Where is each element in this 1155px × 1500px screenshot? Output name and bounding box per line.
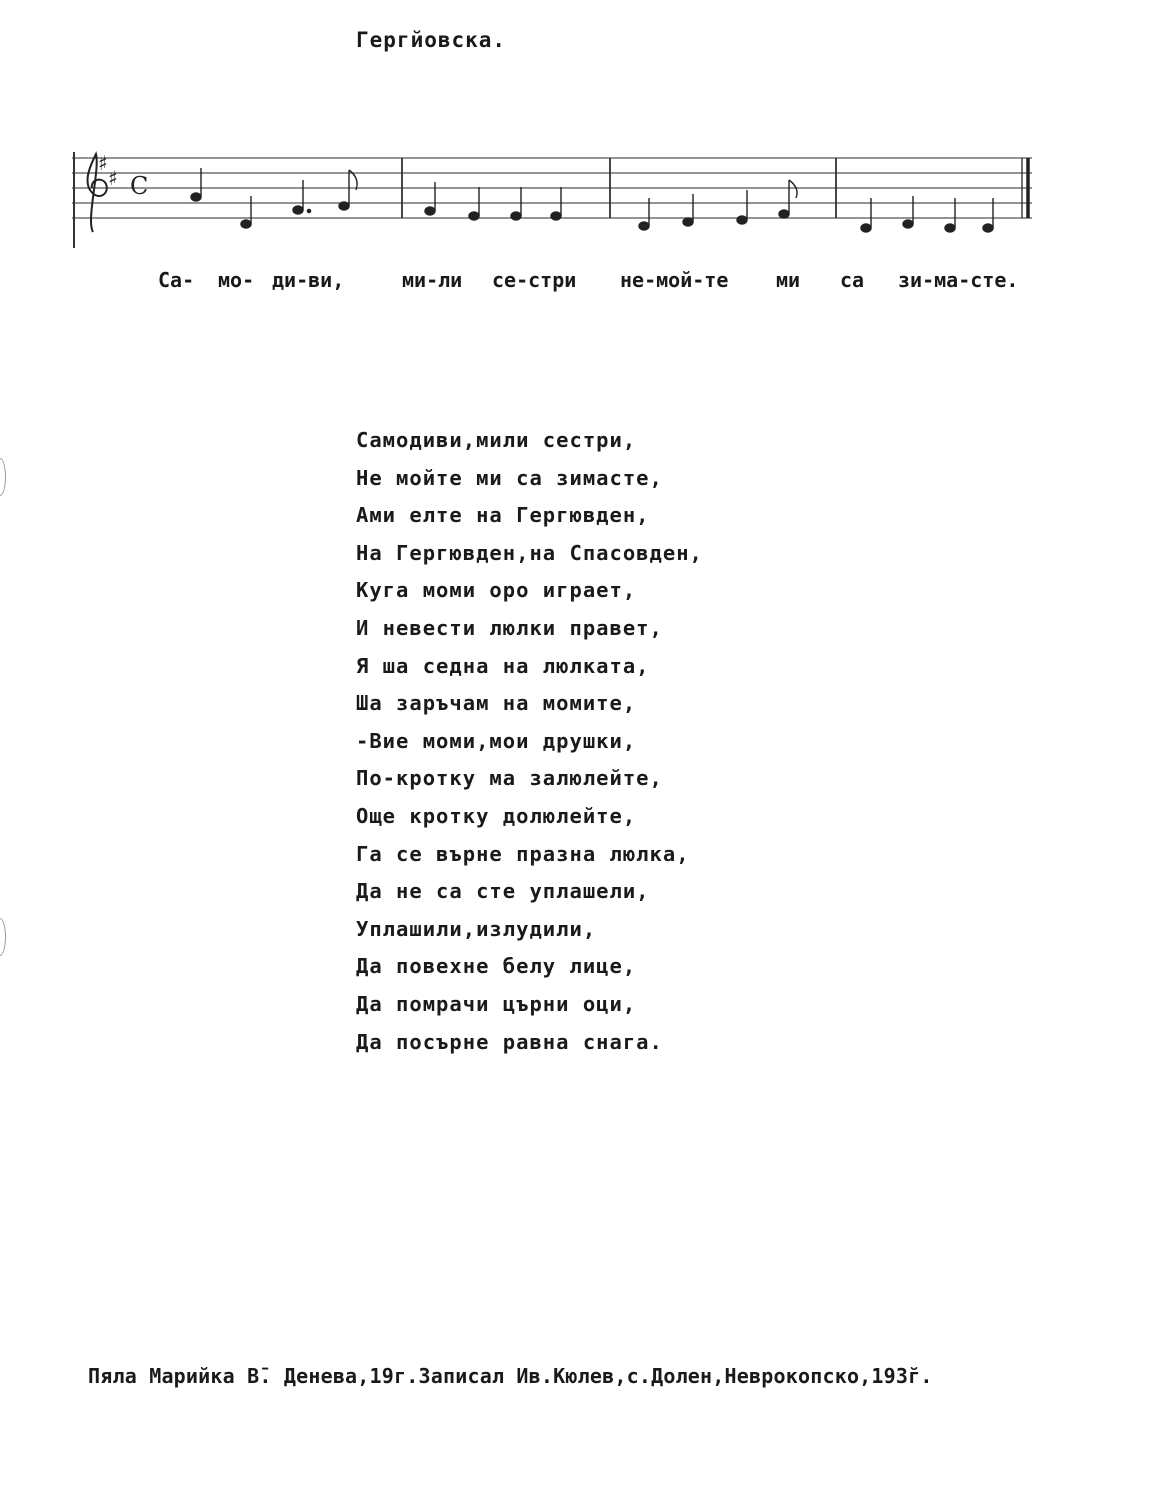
- poem-line: Уплашили,излудили,: [356, 916, 597, 941]
- lyric-syllable: Са-: [158, 268, 195, 292]
- hole-punch-mark: [0, 458, 6, 496]
- sharp-icon: ♯: [98, 151, 108, 175]
- poem-line: Куга моми оро играет,: [356, 578, 637, 603]
- poem-line: Ами елте на Гергювден,: [356, 503, 650, 528]
- music-notation: [60, 140, 1040, 260]
- lyric-syllable: мо-: [218, 268, 255, 292]
- poem-line: Да помрачи църни оци,: [356, 991, 637, 1016]
- poem-line: Самодиви,мили сестри,: [356, 428, 637, 452]
- poem-line: На Гергювден,на Спасовден,: [356, 540, 703, 565]
- lyric-syllable: са: [840, 268, 865, 292]
- poem-line: Да посърне равна снага.: [356, 1029, 663, 1054]
- song-title: Гергйовска.: [356, 28, 507, 52]
- measure-1: [191, 168, 357, 228]
- poem-line: И невести люлки правет,: [356, 615, 663, 640]
- lyric-syllable: се-стри: [492, 268, 577, 292]
- lyric-syllable: ди-ви,: [272, 268, 345, 292]
- hole-punch-mark: [0, 918, 6, 956]
- poem-line: Я ша седна на люлката,: [356, 653, 650, 678]
- measure-4: [861, 196, 993, 232]
- poem-line: Да повехне белу лице,: [356, 954, 637, 979]
- staff-lines: [72, 158, 1032, 218]
- lyric-syllable: ми-ли: [402, 268, 463, 292]
- poem-line: -Вие моми,мои друшки,: [356, 728, 637, 753]
- poem-text: [356, 422, 703, 1061]
- lyric-syllable: ми: [776, 268, 801, 292]
- music-staff: [60, 140, 1040, 260]
- poem-line: Да не са сте уплашели,: [356, 879, 650, 904]
- poem-line: По-кротку ма залюлейте,: [356, 766, 663, 791]
- recording-credit: Пяла Марийка В̄. Денева,19г.Записал Ив.Кюлев,с.Долен,Неврокопско,193̆г.: [88, 1364, 933, 1388]
- poem-line: Още кротку долюлейте,: [356, 803, 637, 828]
- time-signature-icon: C: [130, 172, 149, 200]
- sharp-icon: ♯: [108, 166, 118, 190]
- poem-line: Не мойте ми са зимасте,: [356, 465, 663, 490]
- poem-line: Ша заръчам на момите,: [356, 691, 637, 716]
- lyric-syllable: не-мой-те: [620, 268, 729, 292]
- poem-line: Га се върне празна люлка,: [356, 841, 690, 866]
- lyric-syllable: зи-ма-сте.: [898, 268, 1019, 292]
